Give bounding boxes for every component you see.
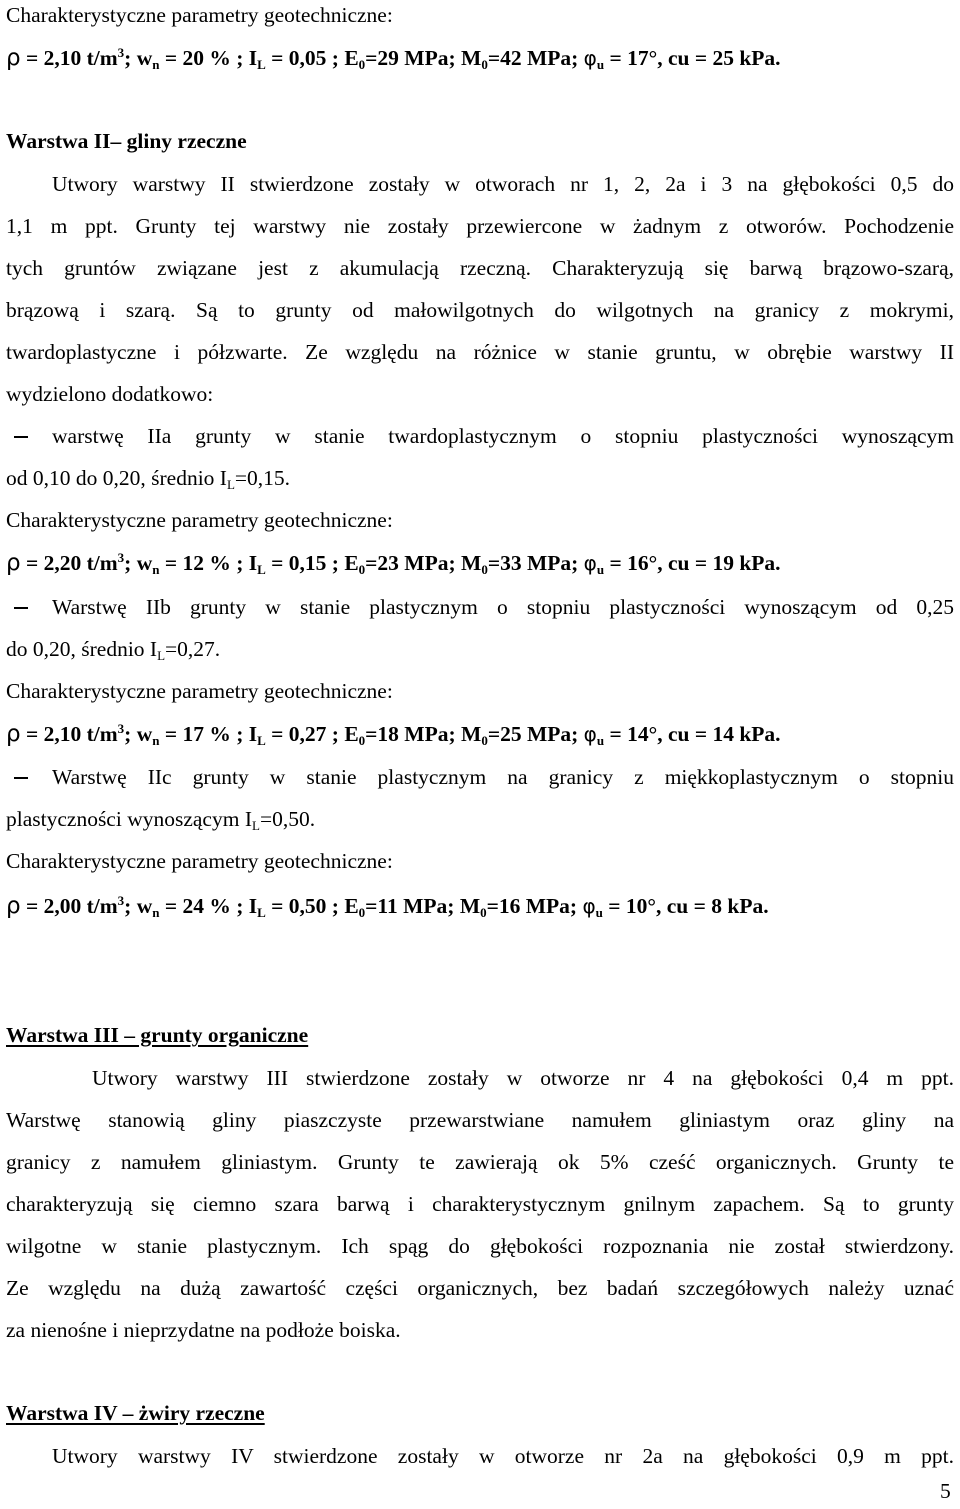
- paragraph-line: za nienośne i nieprzydatne na podłoże boiska.: [6, 1318, 401, 1342]
- params-label: Charakterystyczne parametry geotechniczne:: [6, 849, 393, 873]
- paragraph-line: twardoplastyczne i półzwarte. Ze względu na różnice w stanie gruntu, w obrębie warstwy II: [6, 340, 954, 364]
- phi-symbol: φ: [583, 551, 597, 575]
- list-dash: [14, 777, 28, 779]
- heading-layer-IV: Warstwa IV – żwiry rzeczne: [6, 1401, 265, 1425]
- paragraph-line: Utwory warstwy IV stwierdzone zostały w otworze nr 2a na głębokości 0,9 m ppt.: [52, 1444, 954, 1468]
- paragraph-line: wilgotne w stanie plastycznym. Ich spąg do głębokości rozpoznania nie został stwierdzony.: [6, 1234, 954, 1258]
- sublayer-IIc-line1: Warstwę IIc grunty w stanie plastycznym na granicy z miękkoplastycznym o stopniu: [52, 765, 954, 789]
- rho-symbol: ρ: [6, 45, 21, 71]
- paragraph-line: tych gruntów związane jest z akumulacją rzeczną. Charakteryzują się barwą brązowo-szarą,: [6, 256, 954, 280]
- paragraph-line: Utwory warstwy II stwierdzone zostały w otworach nr 1, 2, 2a i 3 na głębokości 0,5 do: [52, 172, 954, 196]
- params-line-layer-IIb: ρ = 2,10 $t/m^3$; $w_n = 17$ % ; $I_L = 0,27$ ; $E_0=18$ MPa; $M_0=25$ MPa; $\varphi_u = 14^\circ$, cu = 14 kPa.: [6, 721, 781, 748]
- params-label: Charakterystyczne parametry geotechniczne:: [6, 3, 393, 27]
- rho-symbol: ρ: [6, 893, 21, 919]
- rho-symbol: ρ: [6, 721, 21, 747]
- rho-symbol: ρ: [6, 550, 21, 576]
- paragraph-line: 1,1 m ppt. Grunty tej warstwy nie zostały przewiercone w żadnym z otworów. Pochodzenie: [6, 214, 954, 238]
- sublayer-IIb-line1: Warstwę IIb grunty w stanie plastycznym o stopniu plastyczności wynoszącym od 0,25: [52, 595, 954, 619]
- page-number: 5: [940, 1479, 951, 1503]
- paragraph-line: Ze względu na dużą zawartość części organicznych, bez badań szczegółowych należy uznać: [6, 1276, 954, 1300]
- phi-symbol: φ: [583, 46, 597, 70]
- sublayer-IIb-line2: do 0,20, średnio $I_L=0,27$.: [6, 637, 221, 663]
- phi-symbol: φ: [582, 894, 596, 918]
- list-dash: [14, 607, 28, 609]
- heading-layer-II: Warstwa II– gliny rzeczne: [6, 129, 247, 153]
- phi-symbol: φ: [583, 722, 597, 746]
- paragraph-line: charakteryzują się ciemno szara barwą i charakterystycznym gnilnym zapachem. Są to grunty: [6, 1192, 954, 1216]
- params-line-layer-IIa: ρ = 2,20 $t/m^3$; $w_n = 12$ % ; $I_L = 0,15$ ; $E_0=23$ MPa; $M_0=33$ MPa; $\varphi_u = 16^\circ$, cu = 19 kPa.: [6, 550, 781, 577]
- paragraph-line: brązową i szarą. Są to grunty od małowilgotnych do wilgotnych na granicy z mokrymi,: [6, 298, 954, 322]
- heading-layer-III: Warstwa III – grunty organiczne: [6, 1023, 309, 1047]
- paragraph-line: Warstwę stanowią gliny piaszczyste przewarstwiane namułem gliniastym oraz gliny na: [6, 1108, 954, 1132]
- paragraph-line: wydzielono dodatkowo:: [6, 382, 214, 406]
- sublayer-IIa-line2: od 0,10 do 0,20, średnio $I_L=0,15$.: [6, 466, 291, 492]
- params-label: Charakterystyczne parametry geotechniczne:: [6, 679, 393, 703]
- params-line-layer-I: ρ = 2,10 $t/m^3$; $w_n = 20$ % ; $I_L = 0,05$ ; $E_0=29$ MPa; $M_0=42$ MPa; $\varphi_u = 17^\circ$, cu = 25 kPa.: [6, 45, 781, 72]
- sublayer-IIa-line1: warstwę IIa grunty w stanie twardoplastycznym o stopniu plastyczności wynoszącym: [52, 424, 954, 448]
- params-line-layer-IIc: ρ = 2,00 $t/m^3$; $w_n = 24$ % ; $I_L = 0,50$ ; $E_0=11$ MPa; $M_0=16$ MPa; $\varphi_u = 10^\circ$, cu = 8 kPa.: [6, 893, 769, 920]
- params-label: Charakterystyczne parametry geotechniczne:: [6, 508, 393, 532]
- paragraph-line: granicy z namułem gliniastym. Grunty te zawierają ok 5% cześć organicznych. Grunty te: [6, 1150, 954, 1174]
- paragraph-line: Utwory warstwy III stwierdzone zostały w otworze nr 4 na głębokości 0,4 m ppt.: [92, 1066, 954, 1090]
- sublayer-IIc-line2: plastyczności wynoszącym $I_L=0,50$.: [6, 807, 316, 833]
- list-dash: [14, 436, 28, 438]
